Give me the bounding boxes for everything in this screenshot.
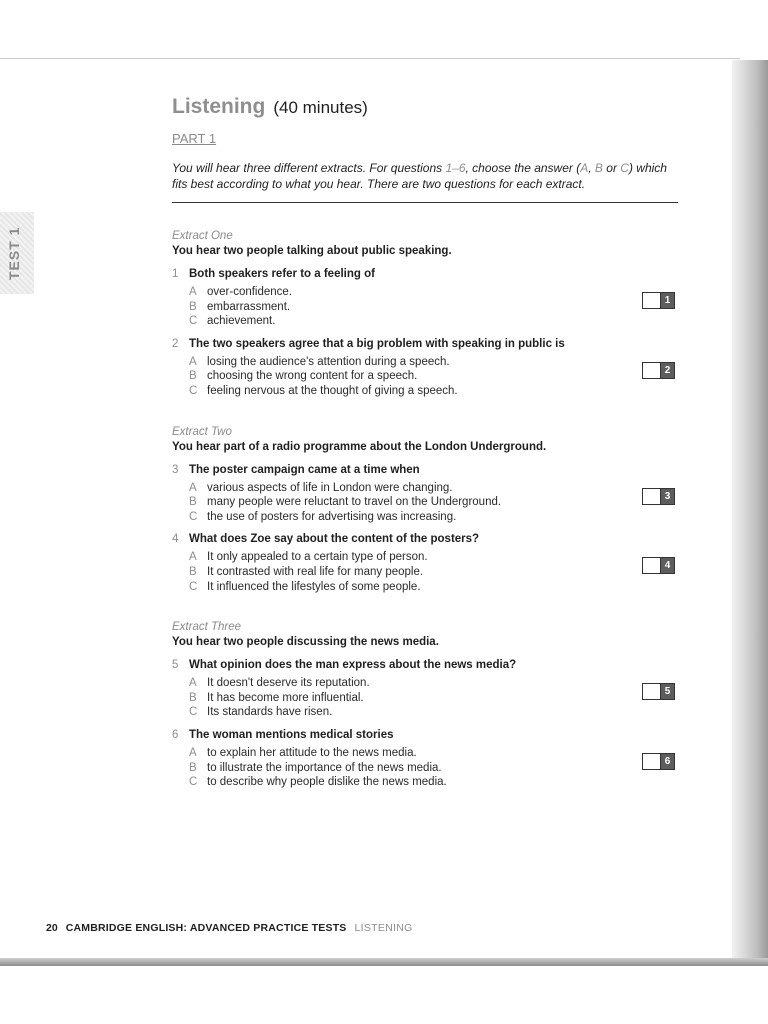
option-a[interactable] xyxy=(189,550,678,565)
answer-input[interactable] xyxy=(643,293,661,308)
question-text: The poster campaign came at a time when xyxy=(189,463,420,476)
answer-number: 3 xyxy=(661,489,674,504)
side-tab-label: TEST 1 xyxy=(6,226,22,280)
answer-box-2[interactable] xyxy=(642,362,675,379)
answer-box-5[interactable] xyxy=(642,683,675,700)
option-letter: A xyxy=(189,286,197,298)
answer-number: 5 xyxy=(661,684,674,699)
option-letter: A xyxy=(189,481,197,494)
option-letter: A xyxy=(189,746,197,759)
options xyxy=(172,285,678,329)
page-number: 20 xyxy=(46,922,58,934)
option-text: embarrassment. xyxy=(207,300,291,313)
question-1 xyxy=(172,267,678,329)
option-c[interactable] xyxy=(189,510,678,525)
answer-number: 2 xyxy=(661,363,674,378)
question-stem xyxy=(172,337,678,352)
question-text: What opinion does the man express about the news media? xyxy=(189,659,517,672)
answer-input[interactable] xyxy=(643,558,661,573)
question-5 xyxy=(172,658,678,720)
option-text: many people were reluctant to travel on the Underground. xyxy=(207,496,502,509)
answer-input[interactable] xyxy=(643,489,661,504)
question-text: Both speakers refer to a feeling of xyxy=(189,268,375,280)
option-letter: A xyxy=(189,551,197,564)
option-text: It only appealed to a certain type of person. xyxy=(207,551,428,564)
question-6 xyxy=(172,728,678,790)
scan-margin-top xyxy=(0,0,768,58)
option-a[interactable] xyxy=(189,285,678,300)
extract-description: You hear part of a radio programme about the London Underground. xyxy=(172,440,547,453)
answer-number: 1 xyxy=(661,293,674,308)
option-letter: B xyxy=(189,565,197,578)
question-number: 3 xyxy=(172,463,179,476)
option-c[interactable] xyxy=(189,705,678,720)
option-letter: A xyxy=(189,355,197,368)
extract-three xyxy=(172,620,678,790)
option-letter: B xyxy=(189,761,197,774)
option-text: to illustrate the importance of the news media. xyxy=(207,761,442,774)
question-3 xyxy=(172,463,678,525)
option-a[interactable] xyxy=(189,355,678,370)
question-stem xyxy=(172,532,678,547)
question-number: 4 xyxy=(172,533,179,546)
answer-number: 4 xyxy=(661,558,674,573)
page-top-edge xyxy=(0,58,740,59)
option-text: various aspects of life in London were changing. xyxy=(207,481,453,494)
answer-box-1[interactable] xyxy=(642,292,675,309)
options xyxy=(172,676,678,720)
option-b[interactable] xyxy=(189,691,678,706)
page-binding-shadow xyxy=(732,60,768,965)
option-a[interactable] xyxy=(189,676,678,691)
answer-box-6[interactable] xyxy=(642,753,675,770)
question-text: The two speakers agree that a big problem with speaking in public is xyxy=(189,337,565,350)
option-letter: C xyxy=(189,706,198,719)
option-text: achievement. xyxy=(207,315,276,328)
option-b[interactable] xyxy=(189,369,678,384)
extract-label: Extract Three xyxy=(172,621,242,634)
option-letter: C xyxy=(189,384,198,397)
footer-section: LISTENING xyxy=(354,922,413,934)
question-stem xyxy=(172,267,678,282)
option-text: It doesn't deserve its reputation. xyxy=(207,677,370,690)
option-letter: C xyxy=(189,580,198,593)
extract-one xyxy=(172,229,678,399)
question-number: 2 xyxy=(172,337,179,350)
option-text: It influenced the lifestyles of some people. xyxy=(207,580,421,593)
option-text: to describe why people dislike the news media. xyxy=(207,776,447,789)
option-letter: B xyxy=(189,496,197,509)
question-stem xyxy=(172,728,678,743)
option-c[interactable] xyxy=(189,314,678,329)
question-2 xyxy=(172,337,678,399)
question-4 xyxy=(172,532,678,594)
option-a-ref: A xyxy=(580,161,589,175)
instructions-text: or xyxy=(602,161,621,175)
option-text: losing the audience's attention during a speech. xyxy=(207,355,450,368)
option-c[interactable] xyxy=(189,775,678,790)
option-b[interactable] xyxy=(189,300,678,315)
option-c[interactable] xyxy=(189,384,678,399)
options xyxy=(172,355,678,399)
question-number: 1 xyxy=(172,268,179,280)
answer-box-3[interactable] xyxy=(642,488,675,505)
options xyxy=(172,481,678,525)
answer-box-4[interactable] xyxy=(642,557,675,574)
instructions xyxy=(172,160,678,192)
option-b-ref: B xyxy=(594,161,603,175)
answer-input[interactable] xyxy=(643,363,661,378)
option-a[interactable] xyxy=(189,481,678,496)
question-range: 1–6 xyxy=(445,161,466,175)
page-footer xyxy=(46,922,413,934)
option-text: to explain her attitude to the news media. xyxy=(207,746,417,759)
extract-description: You hear two people discussing the news media. xyxy=(172,636,439,649)
option-letter: C xyxy=(189,776,198,789)
option-letter: C xyxy=(189,510,198,523)
extract-label: Extract Two xyxy=(172,425,232,438)
question-text: What does Zoe say about the content of the posters? xyxy=(189,533,480,546)
footer-series: CAMBRIDGE ENGLISH: ADVANCED PRACTICE TESTS xyxy=(65,922,347,934)
divider xyxy=(172,202,678,203)
option-b[interactable] xyxy=(189,761,678,776)
answer-number: 6 xyxy=(661,754,674,769)
option-letter: B xyxy=(189,691,197,704)
option-text: the use of posters for advertising was increasing. xyxy=(207,510,457,523)
option-b[interactable] xyxy=(189,565,678,580)
part-heading: PART 1 xyxy=(172,131,217,146)
option-letter: A xyxy=(189,677,197,690)
instructions-text: ) which fits best according to what you hear. There are two questions for each extract. xyxy=(172,161,667,191)
extract-label: Extract One xyxy=(172,230,233,242)
option-text: It contrasted with real life for many people. xyxy=(207,565,424,578)
question-number: 6 xyxy=(172,728,179,741)
option-text: feeling nervous at the thought of giving a speech. xyxy=(207,384,458,397)
option-b[interactable] xyxy=(189,495,678,510)
scan-margin-bottom xyxy=(0,966,768,1024)
answer-input[interactable] xyxy=(643,754,661,769)
options xyxy=(172,550,678,594)
option-letter: B xyxy=(189,300,197,313)
option-c[interactable] xyxy=(189,580,678,595)
duration: (40 minutes) xyxy=(273,98,368,117)
option-text: It has become more influential. xyxy=(207,691,364,704)
option-letter: B xyxy=(189,370,197,383)
option-letter: C xyxy=(189,315,198,328)
instructions-text: , xyxy=(588,161,595,175)
extract-description: You hear two people talking about public speaking. xyxy=(172,245,452,257)
answer-input[interactable] xyxy=(643,684,661,699)
option-text: choosing the wrong content for a speech. xyxy=(207,370,418,383)
options xyxy=(172,746,678,790)
page-bottom-edge xyxy=(0,958,768,966)
instructions-text: , choose the answer ( xyxy=(465,161,581,175)
page-content xyxy=(172,95,678,790)
question-text: The woman mentions medical stories xyxy=(189,728,394,741)
question-stem xyxy=(172,658,678,673)
option-c-ref: C xyxy=(620,161,629,175)
option-text: over-confidence. xyxy=(207,286,293,298)
extract-two xyxy=(172,425,678,595)
page-title: Listening xyxy=(172,95,266,118)
header xyxy=(172,95,678,119)
instructions-text: You will hear three different extracts. For questions xyxy=(172,161,446,175)
question-stem xyxy=(172,463,678,478)
question-number: 5 xyxy=(172,659,179,672)
option-a[interactable] xyxy=(189,746,678,761)
option-text: Its standards have risen. xyxy=(207,706,333,719)
